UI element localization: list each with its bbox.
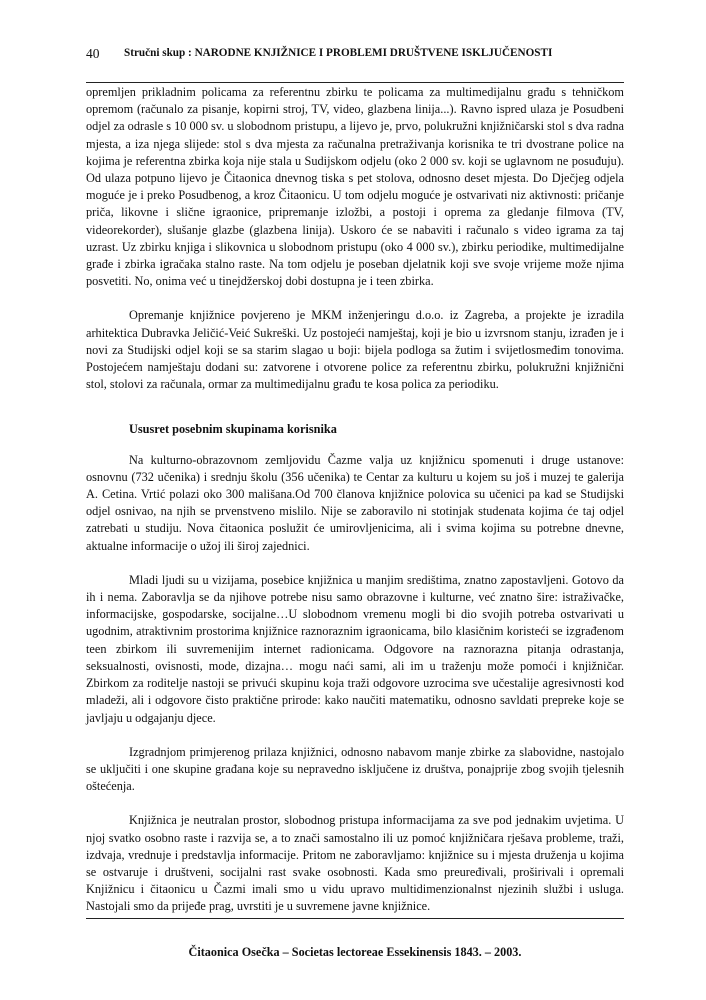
footer-rule	[86, 918, 624, 919]
running-title: Stručni skup : NARODNE KNJIŽNICE I PROBLEMI DRUŠTVENE ISKLJUČENOSTI	[124, 47, 553, 59]
body-paragraph: Izgradnjom primjerenog prilaza knjižnici, odnosno nabavom manje zbirke za slabovidne, nastojalo se uključiti i one skupine građana koje su nepravedno isključene iz društva, ponajprije zbog svojih tjelesnih oštećenja.	[86, 744, 624, 794]
page-footer: Čitaonica Osečka – Societas lectoreae Essekinensis 1843. – 2003.	[188, 945, 522, 959]
section-heading: Ususret posebnim skupinama korisnika	[129, 422, 337, 437]
body-paragraph: Mladi ljudi su u vizijama, posebice knjižnica u manjim središtima, znatno zapostavljeni. Gotovo da ih i nema. Zaboravlja se da njihove potrebe nisu samo obrazovne i kulturne, već znatno šire: istraživačke, informacijske, gospodarske, socijalne…U slobodnom vremenu mogli bi dio svojih potreba ostvarivati u ugodnim, atraktivnim prostorima knjižnice raznoraznim igraonicama, bilo klasičnim koristeći se izgrađenom teen zbirkom ili suvremenijim internet radionicama. Odgovore na raznorazna pitanja odrastanja, seksualnosti, ovisnosti, mode, dizajna… mogu naći sami, ali im u traženju može pomoći i knjižničar. Zbirkom za roditelje nastoji se privući skupinu koja traži odgovore uzrocima sve učestalije agresivnosti kod mladeži, ali i odgovore čisto praktične prirode: kako naučiti matematiku, odnosno savldati prepreke koje se javljaju u odgajanju djece.	[86, 572, 624, 725]
page-header	[86, 46, 626, 66]
body-paragraph: opremljen prikladnim policama za referentnu zbirku te policama za multimedijalnu građu s tehničkom opremom (računalo za pisanje, kopirni stroj, TV, video, glazbena linija...). Ravno ispred ulaza je Posudbeni odjel za odrasle s 10 000 sv. u slobodnom pristupu, a lijevo je, prvo, polukružni knjižničarski stol s dva radna mjesta, a iza njega slijede: stol s dva mjesta za računalna pretraživanja korisnika te tri dvostrane police na kojima je referentna zbirka koja nije stala u Sudijskom odjelu (oko 2 000 sv. koji se uglavnom ne posuđuju). Od ulaza potpuno lijevo je Čitaonica dnevnog tiska s pet stolova, odnosno deset mjesta. Do Dječjeg odjela moguće je i preko Posudbenog, a kroz Čitaonicu. U tom odjelu moguće je ostvarivati niz aktivnosti: pričanje priča, likovne i slične igraonice, pripremanje izložbi, a postoji i oprema za gledanje filmova (TV, videorekorder), slušanje glazbe (glazbena linija). Uskoro će se nabaviti i računalo s video igrama za taj uzrast. Uz zbirku knjiga i slikovnica u slobodnom pristupu (oko 4 000 sv.), zbirku periodike, multimedijalne građe i zbirka igračaka stalno raste. Na tom odjelu je poseban djelatnik koji sve svoje vrijeme može njima posvetiti. No, onima već u tinejdžerskoj dobi dostupna je i teen zbirka.	[86, 85, 624, 289]
page-number: 40	[86, 46, 100, 61]
header-rule	[86, 82, 624, 83]
body-paragraph: Na kulturno-obrazovnom zemljovidu Čazme valja uz knjižnicu spomenuti i druge ustanove: osnovnu (732 učenika) i srednju školu (356 učenika) te Centar za kulturu u kojem su još i muzej te galerija A. Cetina. Vrtić polazi oko 300 mališana.Od 700 članova knjižnice polovica su učenici pa kad se Studijski odjel osnivao, na njih se prvenstveno mislilo. Nije se zaboravilo ni stotinjak studenata kojima će taj odjel zatrebati u studiju. Nova čitaonica poslužit će umirovljenicima, ali i svima kojima su potrebne dnevne, aktualne informacije o užoj ili široj zajednici.	[86, 452, 624, 553]
document-body	[86, 84, 624, 916]
body-paragraph: Opremanje knjižnice povjereno je MKM inženjeringu d.o.o. iz Zagreba, a projekte je izradila arhitektica Dubravka Jeličić-Veić Sukreški. Uz postojeći namještaj, koji je bio u izvrsnom stanju, izrađen je i novi za Studijski odjel koji se sa starim slagao u boji: bijela podloga sa žutim i svijetlosmeđim tonovima. Postojećem namještaju dodani su: zatvorene i otvorene police za referentnu zbirku, polukružni knjižnični stol, stolovi za računala, ormar za multimedijalnu građu te kosa polica za periodiku.	[86, 308, 624, 392]
body-paragraph: Knjižnica je neutralan prostor, slobodnog pristupa informacijama za sve pod jednakim uvjetima. U njoj svatko osobno raste i razvija se, a to znači samostalno ili uz pomoć knjižničara rješava probleme, traži, izdvaja, vrednuje i predstavlja informacije. Pritom ne zaboravljamo: knjižnice su i mjesta druženja u kojima se ostvaruje i društveni, socijalni rast svake osobnosti. Kada smo preuređivali, proširivali i opremali Knjižnicu i čitaonicu u Čazmi imali smo u vidu upravo multidimenzionalnst njezinih službi i usluga. Nastojali smo da prijeđe prag, uvrstiti je u suvremene javne knjižnice.	[86, 813, 624, 914]
